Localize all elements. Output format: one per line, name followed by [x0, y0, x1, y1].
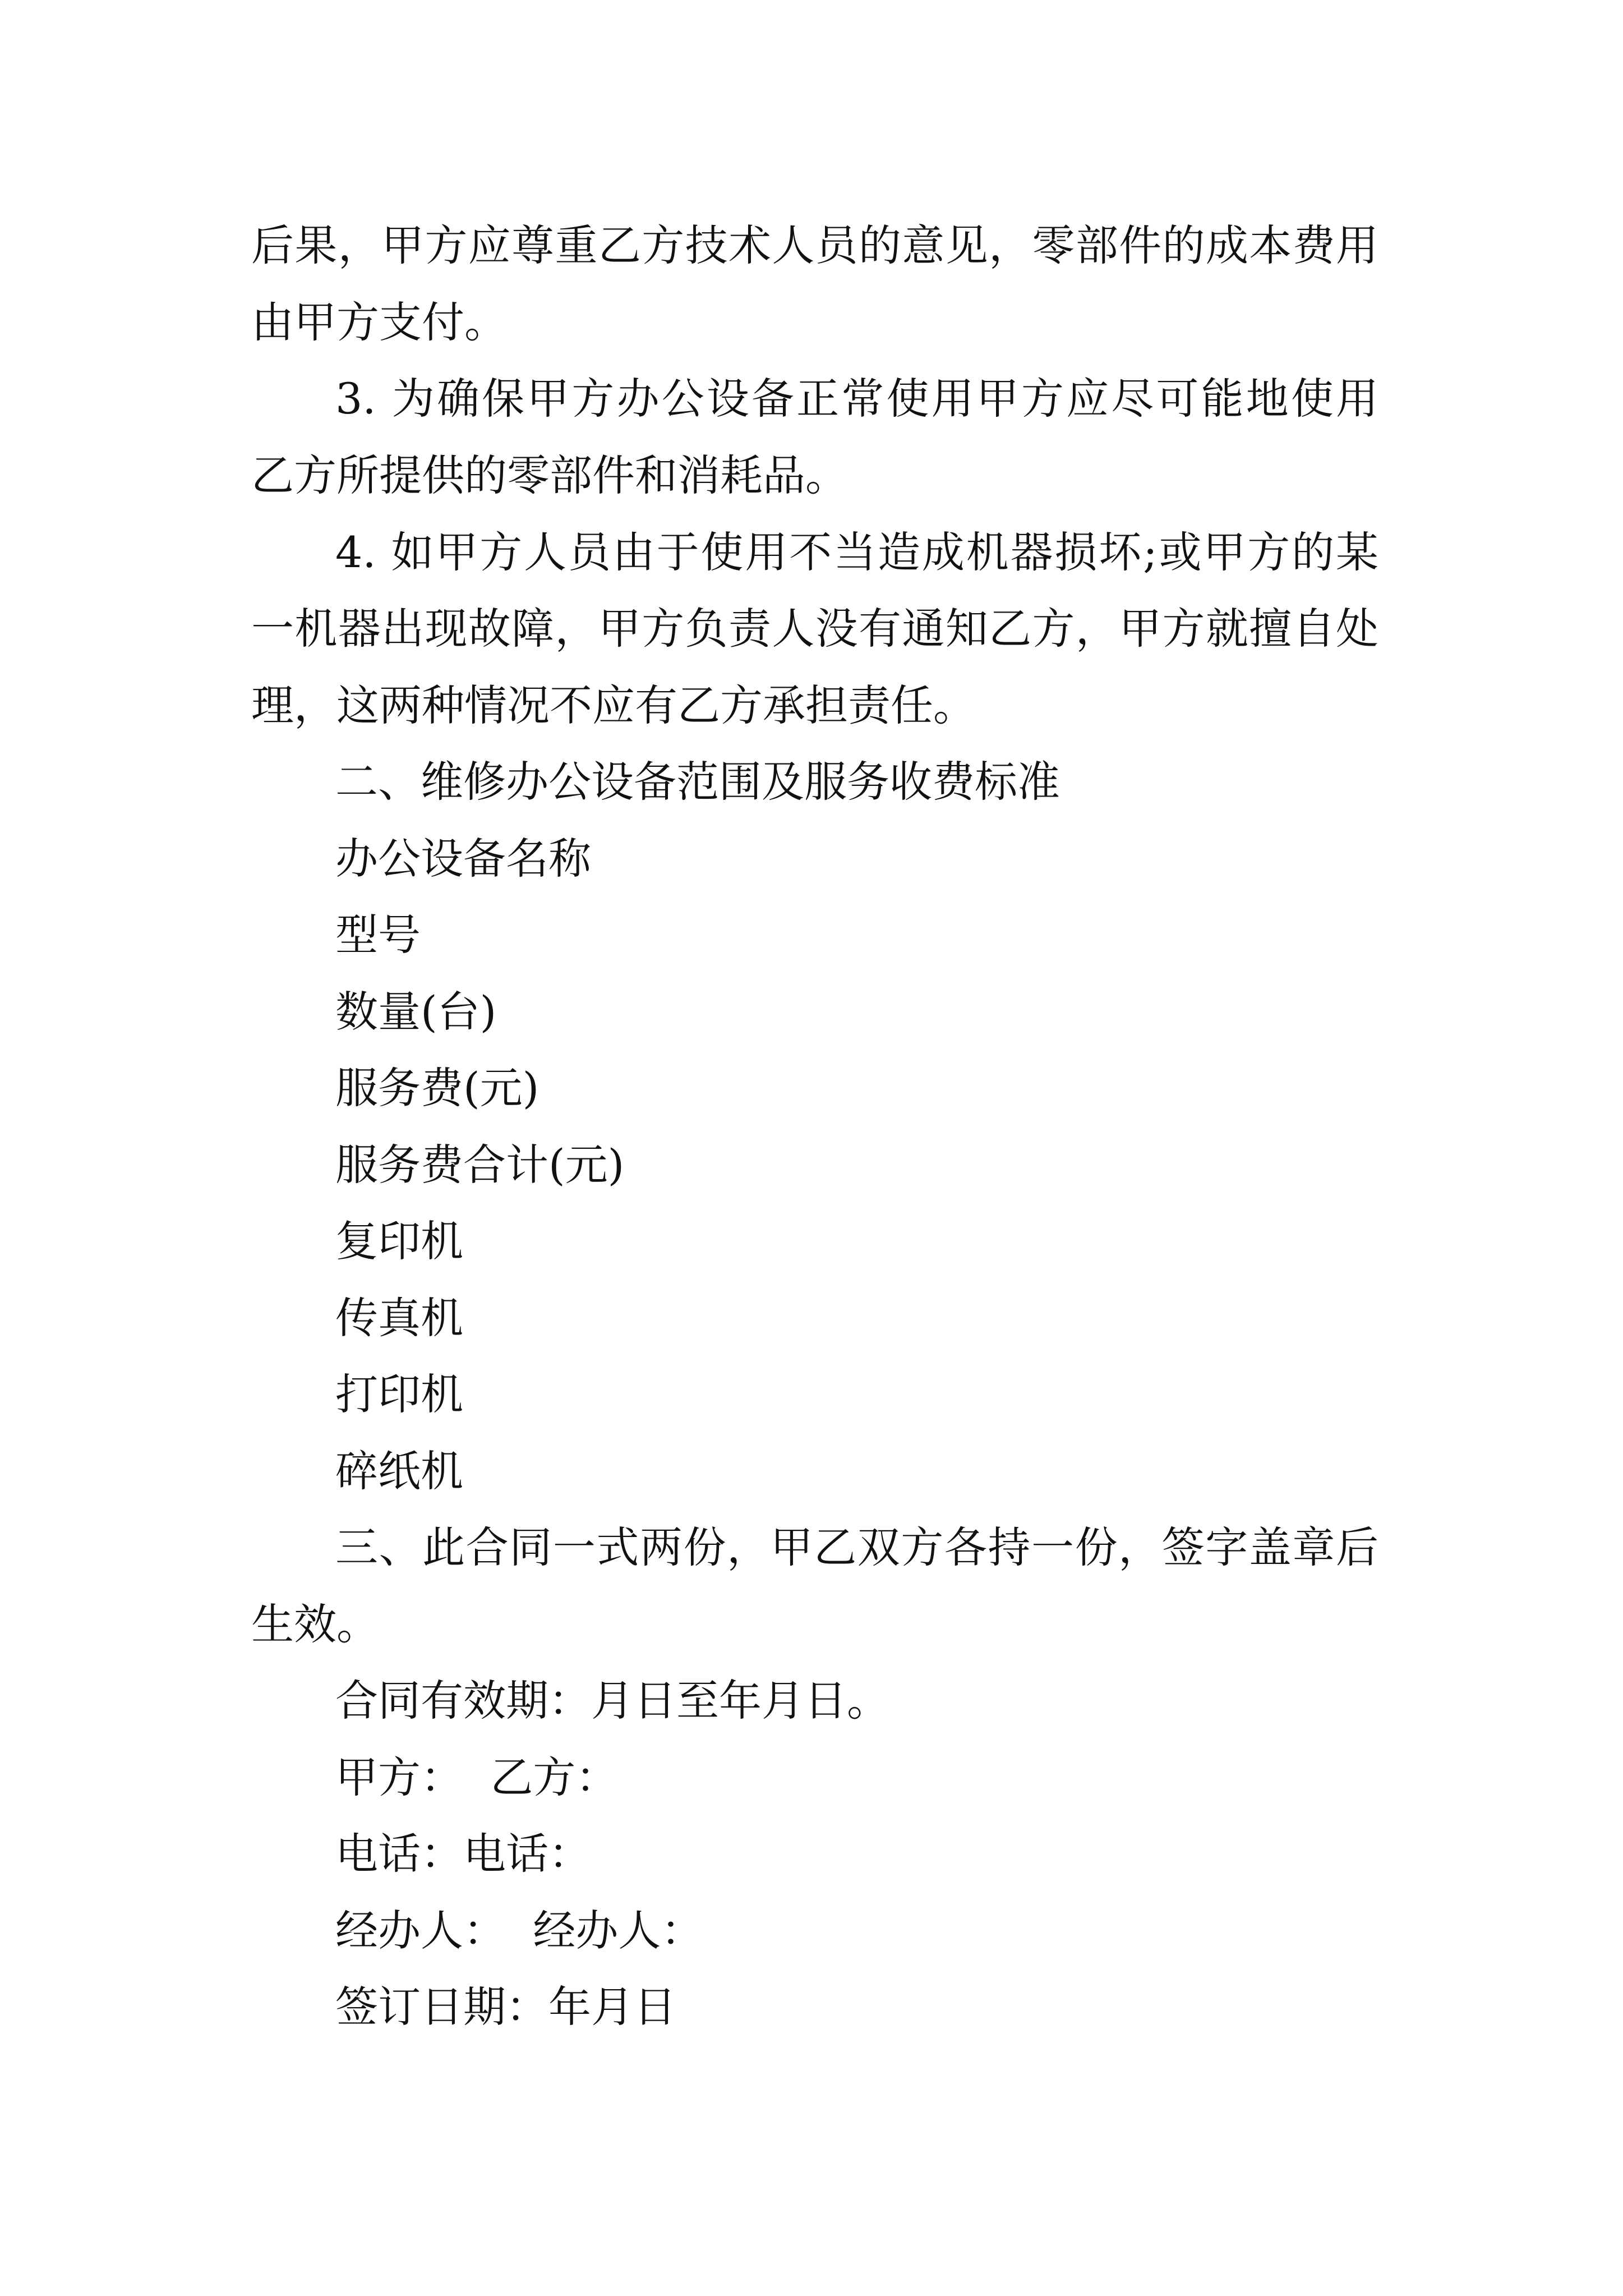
paragraph-line: 由甲方支付。 [251, 297, 507, 347]
phone-line: 电话：电话： [335, 1829, 591, 1879]
equipment-item: 碎纸机 [335, 1446, 463, 1496]
section-heading: 二、维修办公设备范围及服务收费标准 [335, 757, 1060, 807]
clause-4-line: 理，这两种情况不应有乙方承担责任。 [251, 680, 976, 730]
equipment-item: 复印机 [335, 1216, 463, 1266]
table-header-item: 数量(台) [335, 987, 497, 1037]
table-header-item: 型号 [335, 910, 421, 960]
table-header-item: 服务费(元) [335, 1063, 540, 1113]
contract-validity: 合同有效期：月日至年月日。 [335, 1676, 889, 1726]
clause-3-line: 乙方所提供的零部件和消耗品。 [251, 450, 848, 500]
section-three-line: 三、此合同一式两份，甲乙双方各持一份，签字盖章后 [335, 1522, 1378, 1572]
clause-3-line: 3. 为确保甲方办公设备正常使用甲方应尽可能地使用 [335, 374, 1378, 424]
table-header-item: 办公设备名称 [335, 834, 591, 884]
signing-date: 签订日期：年月日 [335, 1982, 676, 2032]
handler-line: 经办人： 经办人： [335, 1906, 704, 1955]
equipment-item: 传真机 [335, 1293, 463, 1343]
clause-4-line: 4. 如甲方人员由于使用不当造成机器损坏;或甲方的某 [335, 527, 1378, 577]
table-header-item: 服务费合计(元) [335, 1140, 625, 1190]
section-three-line: 生效。 [251, 1599, 379, 1649]
party-names: 甲方： 乙方： [335, 1752, 619, 1802]
paragraph-line: 后果，甲方应尊重乙方技术人员的意见，零部件的成本费用 [251, 220, 1378, 270]
clause-4-line: 一机器出现故障，甲方负责人没有通知乙方，甲方就擅自处 [251, 604, 1378, 654]
equipment-item: 打印机 [335, 1369, 463, 1419]
